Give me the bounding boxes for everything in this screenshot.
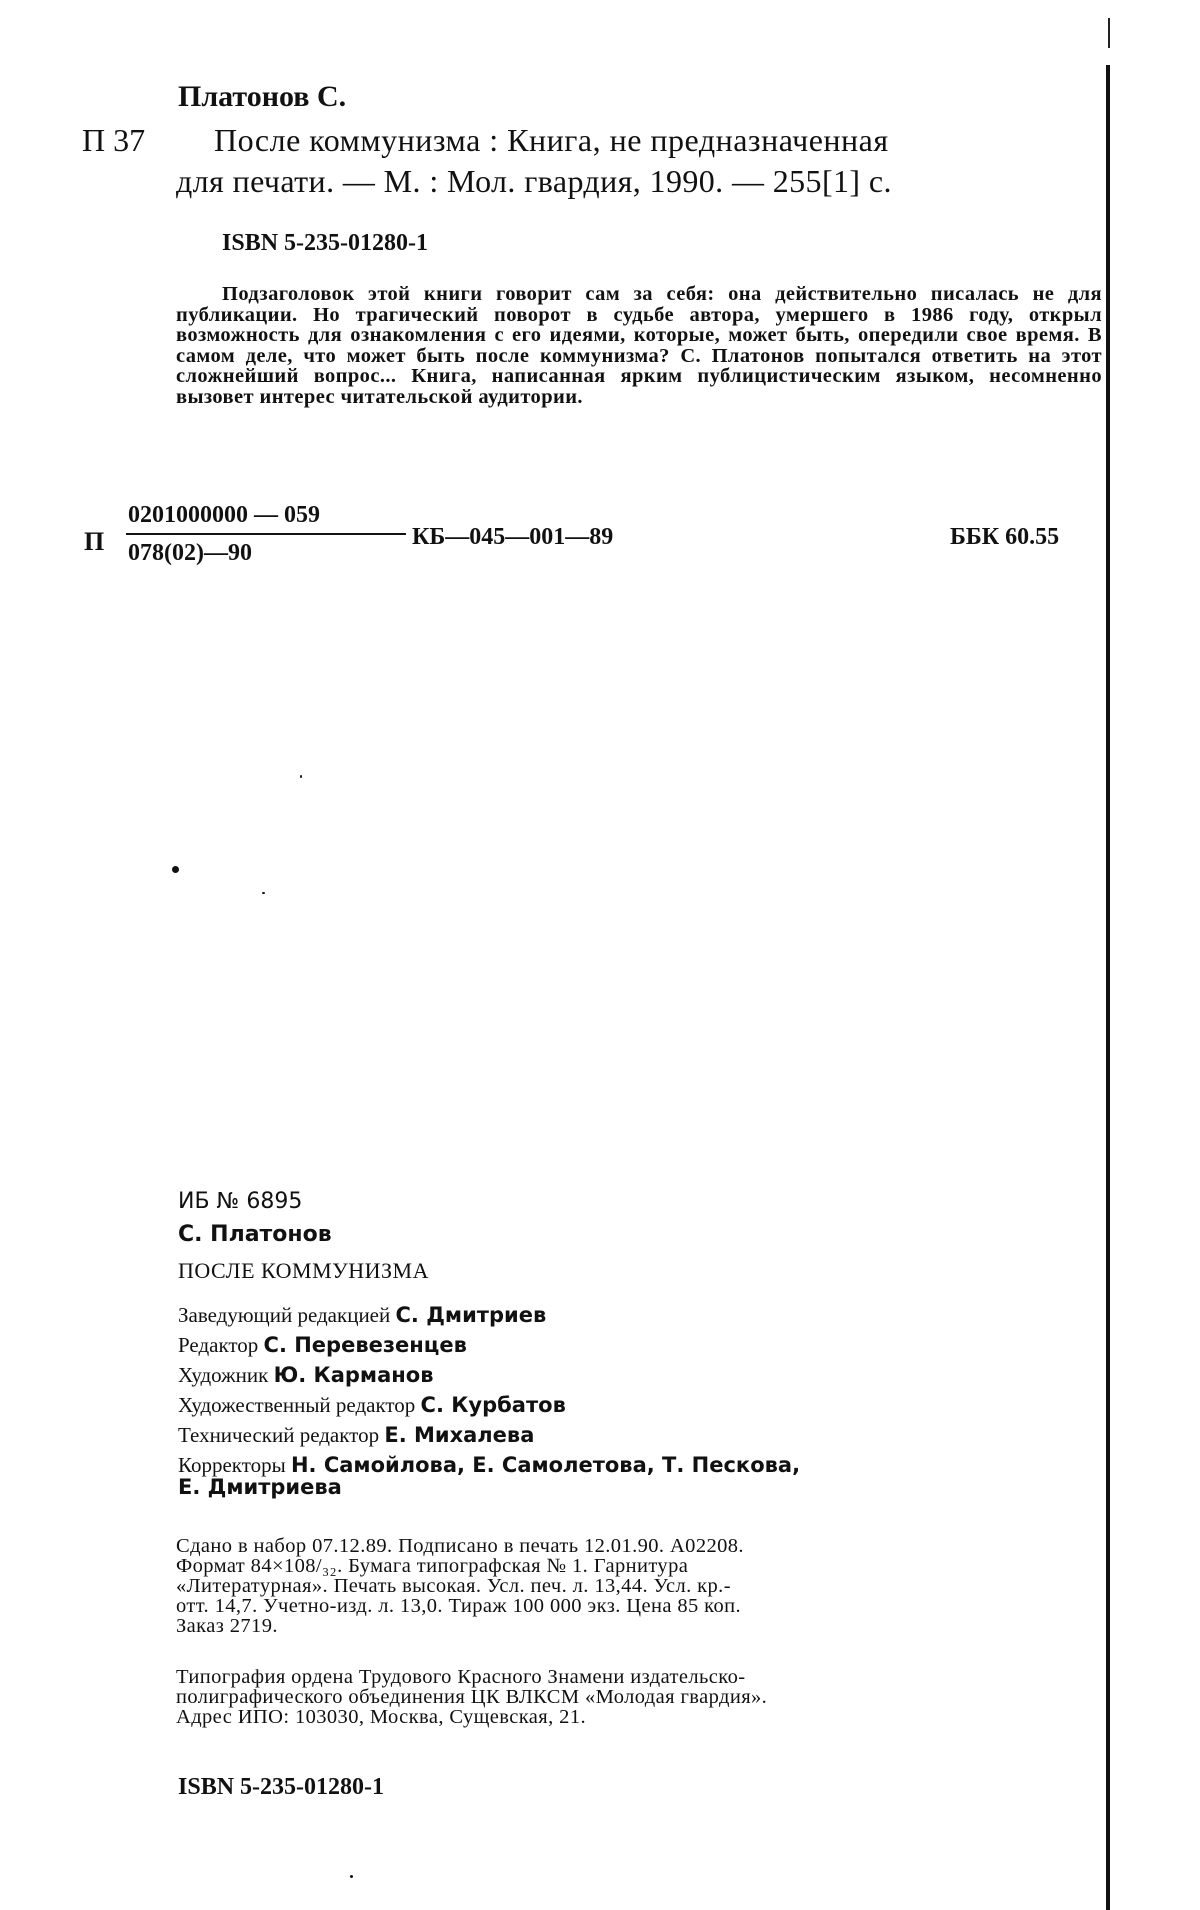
credit-name: Ю. Карманов (273, 1363, 434, 1387)
card-title-line1: После коммунизма : Книга, не предназначенная (214, 122, 889, 158)
code-denominator: 078(02)—90 (128, 540, 252, 566)
credit-role: Художник (178, 1363, 269, 1387)
print-details (176, 1536, 1096, 1636)
credit-row (178, 1330, 800, 1360)
bbk-code: ББК 60.55 (950, 524, 1060, 550)
credit-role: Корректоры (178, 1453, 286, 1477)
code-fraction-line (126, 533, 406, 535)
credit-row (178, 1420, 800, 1450)
kb-code: КБ—045—001—89 (412, 524, 614, 550)
scan-speck (350, 1875, 353, 1878)
credit-row (178, 1300, 800, 1330)
card-cipher: П 37 (82, 122, 146, 158)
print-detail-line: отт. 14,7. Учетно-изд. л. 13,0. Тираж 100 000 экз. Цена 85 коп. (176, 1595, 742, 1617)
print-detail-line: «Литературная». Печать высокая. Усл. печ. л. 13,44. Усл. кр.- (176, 1575, 731, 1597)
credit-name: С. Перевезенцев (263, 1333, 467, 1357)
card-author: Платонов С. (178, 80, 347, 113)
print-detail-line: Сдано в набор 07.12.89. Подписано в печать 12.01.90. А02208. (176, 1535, 744, 1557)
scan-speck (300, 775, 302, 778)
imprint-ib-number: ИБ № 6895 (178, 1189, 303, 1214)
credit-name: Е. Дмитриева (178, 1475, 342, 1499)
print-detail-line: Формат 84×108/₃₂. Бумага типографская № 1. Гарнитура (176, 1555, 689, 1577)
scan-edge-tick (1108, 18, 1110, 48)
code-numerator: 0201000000 — 059 (128, 502, 320, 528)
typography-line: Адрес ИПО: 103030, Москва, Сущевская, 21. (176, 1706, 587, 1728)
credit-name: Е. Михалева (384, 1423, 535, 1447)
imprint-credits (178, 1300, 800, 1502)
card-isbn: ISBN 5-235-01280-1 (222, 230, 429, 256)
scan-speck (262, 892, 265, 894)
imprint-author: С. Платонов (178, 1222, 332, 1247)
credit-row (178, 1390, 800, 1420)
typography-line: Типография ордена Трудового Красного Знамени издательско- (176, 1666, 746, 1688)
credit-role: Художественный редактор (178, 1393, 416, 1417)
typography-details (176, 1667, 1096, 1727)
card-annotation: Подзаголовок этой книги говорит сам за себя: она действительно писалась не для публикации. Но трагический поворот в судьбе автора, умершего в 1986 году, открыл возможность для ознакомления с его идеями, которые, может быть, опередили свое время. В самом деле, что может быть после коммунизма? С. Платонов попытался ответить на этот сложнейший вопрос... Книга, написанная ярким публицистическим языком, несомненно вызовет интерес читательской аудитории. (176, 283, 1102, 408)
credit-role: Редактор (178, 1333, 259, 1357)
imprint-title: ПОСЛЕ КОММУНИЗМА (178, 1258, 429, 1283)
credit-name: Н. Самойлова, Е. Самолетова, Т. Пескова, (290, 1453, 801, 1477)
credit-role: Заведующий редакцией (178, 1303, 391, 1327)
typography-line: полиграфического объединения ЦК ВЛКСМ «Молодая гвардия». (176, 1686, 768, 1708)
credit-name: С. Дмитриев (395, 1303, 547, 1327)
card-title-line2: для печати. — М. : Мол. гвардия, 1990. — 255[1] с. (176, 163, 892, 199)
credit-row (178, 1360, 800, 1390)
scan-edge-line (1106, 65, 1110, 1910)
print-detail-line: Заказ 2719. (176, 1615, 278, 1637)
credit-role: Технический редактор (178, 1423, 380, 1447)
credit-name: С. Курбатов (420, 1393, 566, 1417)
code-letter: П (84, 527, 105, 556)
imprint-isbn: ISBN 5-235-01280-1 (178, 1774, 385, 1800)
scan-speck (172, 866, 179, 873)
